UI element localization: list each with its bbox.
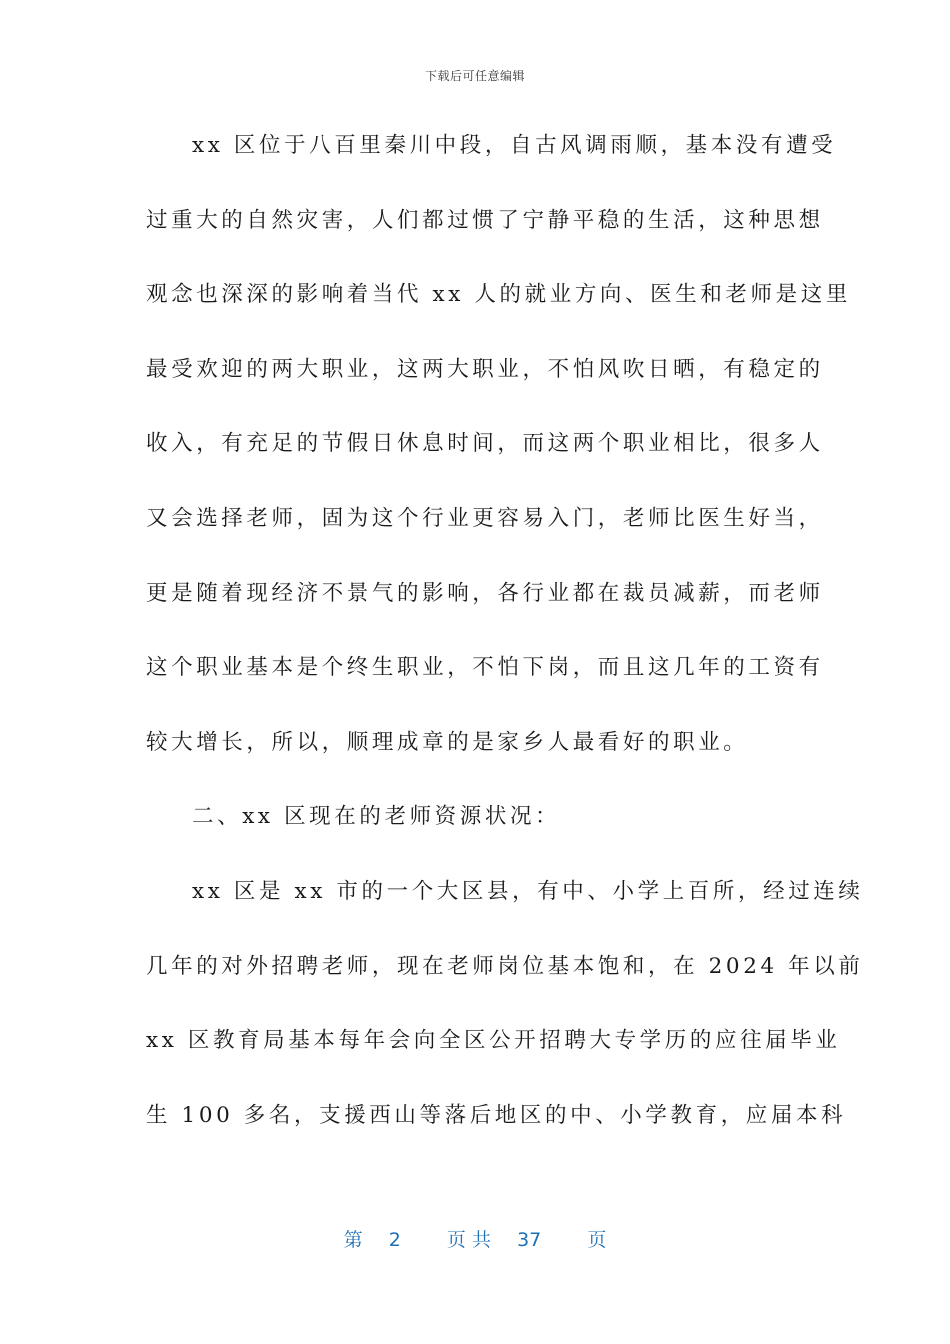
document-body xyxy=(146,120,864,1164)
paragraph-line: 更是随着现经济不景气的影响，各行业都在裁员减薪，而老师 xyxy=(146,580,824,606)
header-note: 下载后可任意编辑 xyxy=(424,69,525,83)
current-page-number: 2 xyxy=(388,1229,401,1251)
paragraph-line: 较大增长，所以，顺理成章的是家乡人最看好的职业。 xyxy=(146,729,749,755)
footer-prefix: 第 xyxy=(343,1229,363,1251)
paragraph-line: xx 区是 xx 市的一个大区县，有中、小学上百所，经过连续 xyxy=(192,878,864,904)
paragraph-line: 过重大的自然灾害，人们都过惯了宁静平稳的生活，这种思想 xyxy=(146,207,824,233)
paragraph-line: 这个职业基本是个终生职业，不怕下岗，而且这几年的工资有 xyxy=(146,655,824,681)
paragraph-line: 收入，有充足的节假日休息时间，而这两个职业相比，很多人 xyxy=(146,431,824,457)
paragraph-line: xx 区位于八百里秦川中段，自古风调雨顺，基本没有遭受 xyxy=(192,133,837,158)
paragraph-line: 最受欢迎的两大职业，这两大职业，不怕风吹日晒，有稳定的 xyxy=(146,356,824,382)
paragraph-line: 观念也深深的影响着当代 xx 人的就业方向、医生和老师是这里 xyxy=(146,282,851,308)
page-footer xyxy=(0,1225,950,1252)
footer-suffix: 页 xyxy=(587,1229,607,1251)
footer-middle: 页 共 xyxy=(446,1229,491,1251)
paragraph-line: 又会选择老师，固为这个行业更容易入门，老师比医生好当， xyxy=(146,505,824,531)
paragraph-line: xx 区教育局基本每年会向全区公开招聘大专学历的应往届毕业 xyxy=(146,1028,841,1054)
total-page-count: 37 xyxy=(517,1229,542,1251)
section-heading: 二、xx 区现在的老师资源状况： xyxy=(192,804,561,830)
paragraph-line: 生 100 多名，支援西山等落后地区的中、小学教育，应届本科 xyxy=(146,1102,847,1128)
paragraph-line: 几年的对外招聘老师，现在老师岗位基本饱和，在 2024 年以前 xyxy=(146,953,864,979)
